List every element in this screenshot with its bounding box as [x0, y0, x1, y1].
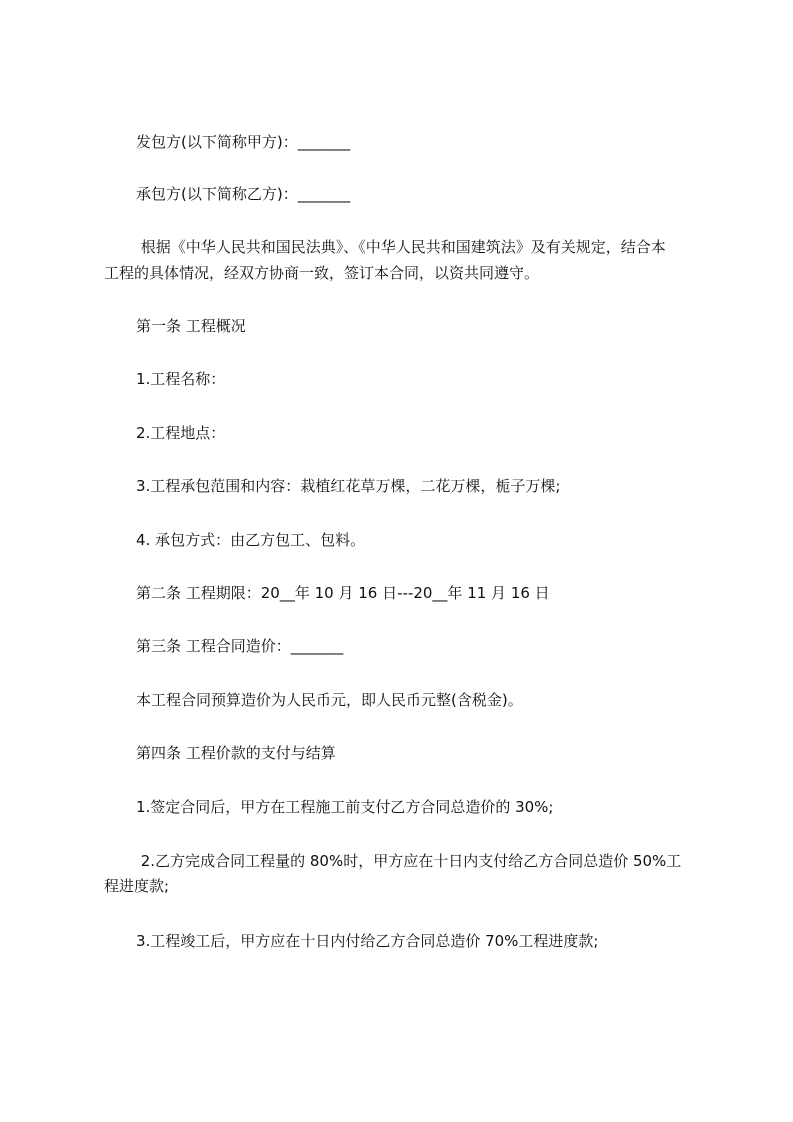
party-a-line: 发包方(以下简称甲方)：_______	[136, 133, 351, 151]
article-4-heading: 第四条 工程价款的支付与结算	[136, 744, 336, 762]
article-1-heading: 第一条 工程概况	[136, 317, 246, 335]
article-3-price-line: 第三条 工程合同造价：_______	[136, 637, 344, 655]
payment-item-1: 1.签定合同后，甲方在工程施工前支付乙方合同总造价的 30%;	[136, 798, 554, 816]
project-name-line: 1.工程名称：	[136, 370, 226, 388]
article-2-term-line: 第二条 工程期限：20__年 10 月 16 日---20__年 11 月 16 日	[136, 584, 550, 602]
payment-item-2-line-1: 2.乙方完成合同工程量的 80%时，甲方应在十日内支付给乙方合同总造价 50%工	[136, 852, 682, 870]
party-b-line: 承包方(以下简称乙方)：_______	[136, 185, 351, 203]
payment-item-3: 3.工程竣工后，甲方应在十日内付给乙方合同总造价 70%工程进度款;	[136, 932, 599, 950]
project-scope-line: 3.工程承包范围和内容：栽植红花草万棵，二花万棵，栀子万棵;	[136, 477, 561, 495]
contract-method-line: 4. 承包方式：由乙方包工、包料。	[136, 531, 366, 549]
project-location-line: 2.工程地点：	[136, 424, 226, 442]
preamble-line-1: 根据《中华人民共和国民法典》、《中华人民共和国建筑法》及有关规定，结合本	[136, 238, 666, 256]
payment-item-2-line-2: 程进度款;	[104, 877, 170, 895]
preamble-line-2: 工程的具体情况，经双方协商一致，签订本合同，以资共同遵守。	[104, 264, 540, 282]
budget-price-line: 本工程合同预算造价为人民币元，即人民币元整(含税金)。	[136, 691, 523, 709]
